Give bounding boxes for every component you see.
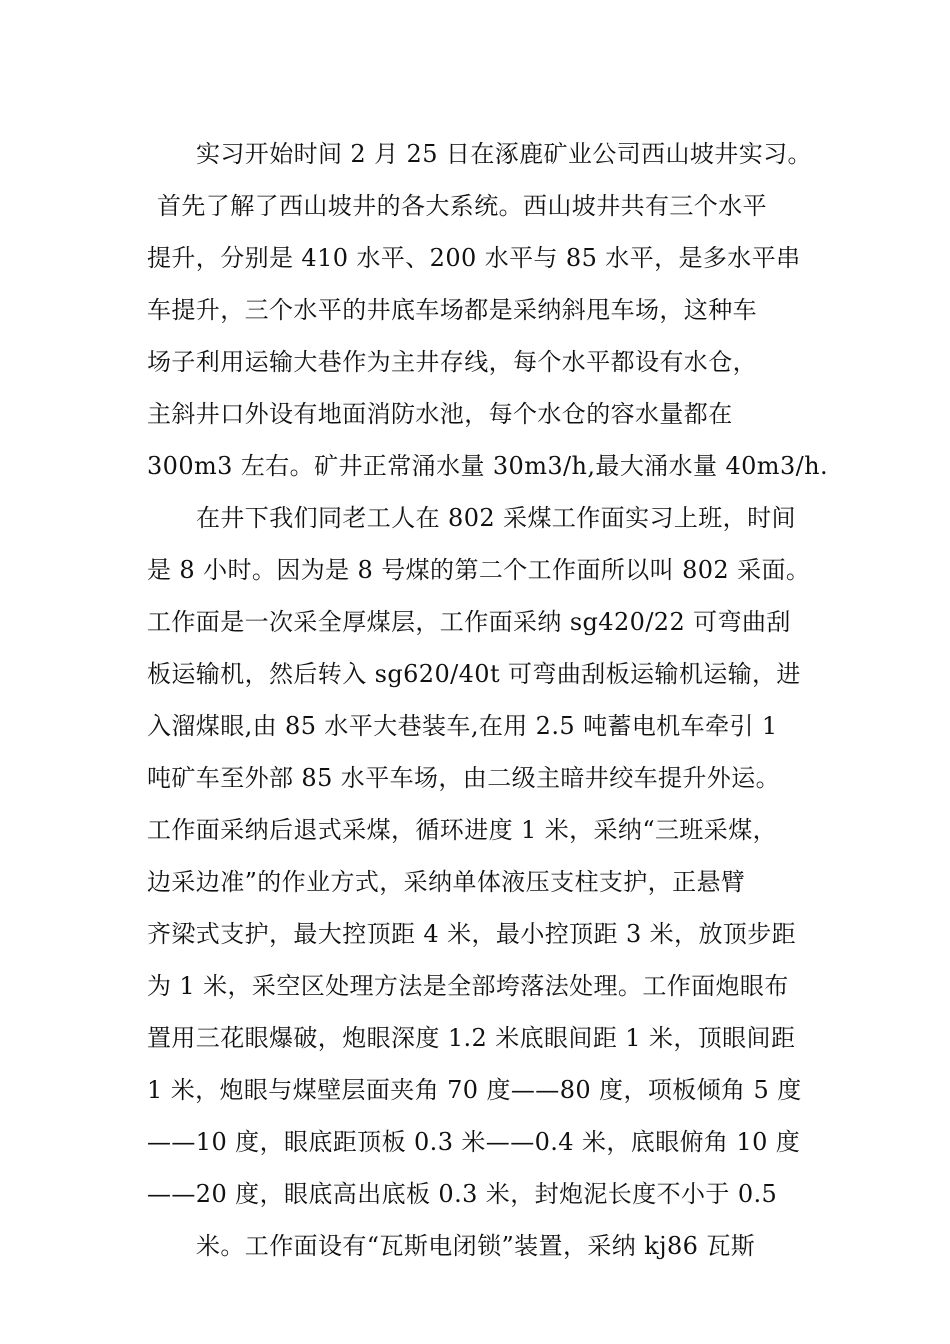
- text-line: 齐梁式支护，最大控顶距 4 米，最小控顶距 3 米，放顶步距: [147, 920, 797, 948]
- text-line: ——20 度，眼底高出底板 0.3 米，封炮泥长度不小于 0.5: [147, 1180, 778, 1208]
- text-line: 实习开始时间 2 月 25 日在涿鹿矿业公司西山坡井实习。: [196, 140, 812, 168]
- text-line: 板运输机，然后转入 sg620/40t 可弯曲刮板运输机运输，进: [147, 660, 801, 688]
- text-line: 提升，分别是 410 水平、200 水平与 85 水平，是多水平串: [147, 244, 801, 272]
- text-line: 米。工作面设有“瓦斯电闭锁”装置，采纳 kj86 瓦斯: [196, 1232, 756, 1260]
- text-line: 置用三花眼爆破，炮眼深度 1.2 米底眼间距 1 米，顶眼间距: [147, 1024, 796, 1052]
- text-line: 300m3 左右。矿井正常涌水量 30m3/h,最大涌水量 40m3/h.: [147, 452, 828, 480]
- text-line: 边采边准”的作业方式，采纳单体液压支柱支护，正悬臂: [147, 868, 746, 896]
- text-line: 主斜井口外设有地面消防水池，每个水仓的容水量都在: [147, 400, 733, 428]
- text-line: 在井下我们同老工人在 802 采煤工作面实习上班，时间: [196, 504, 796, 532]
- text-line: 入溜煤眼,由 85 水平大巷装车,在用 2.5 吨蓄电机车牵引 1: [147, 712, 778, 740]
- text-line: 车提升，三个水平的井底车场都是采纳斜甩车场，这种车: [147, 296, 757, 324]
- text-line: 是 8 小时。因为是 8 号煤的第二个工作面所以叫 802 采面。: [147, 556, 811, 584]
- text-line: ——10 度，眼底距顶板 0.3 米——0.4 米，底眼俯角 10 度: [147, 1128, 801, 1156]
- text-line: 吨矿车至外部 85 水平车场，由二级主暗井绞车提升外运。: [147, 764, 780, 792]
- text-line: 首先了解了西山坡井的各大系统。西山坡井共有三个水平: [157, 192, 767, 220]
- text-line: 工作面采纳后退式采煤，循环进度 1 米，采纳“三班采煤，: [147, 816, 777, 844]
- body-text: [147, 128, 827, 1272]
- text-line: 工作面是一次采全厚煤层，工作面采纳 sg420/22 可弯曲刮: [147, 608, 791, 636]
- text-line: 为 1 米，采空区处理方法是全部垮落法处理。工作面炮眼布: [147, 972, 789, 1000]
- text-line: 场子利用运输大巷作为主井存线，每个水平都设有水仓，: [147, 348, 757, 376]
- text-line: 1 米，炮眼与煤壁层面夹角 70 度——80 度，项板倾角 5 度: [147, 1076, 802, 1104]
